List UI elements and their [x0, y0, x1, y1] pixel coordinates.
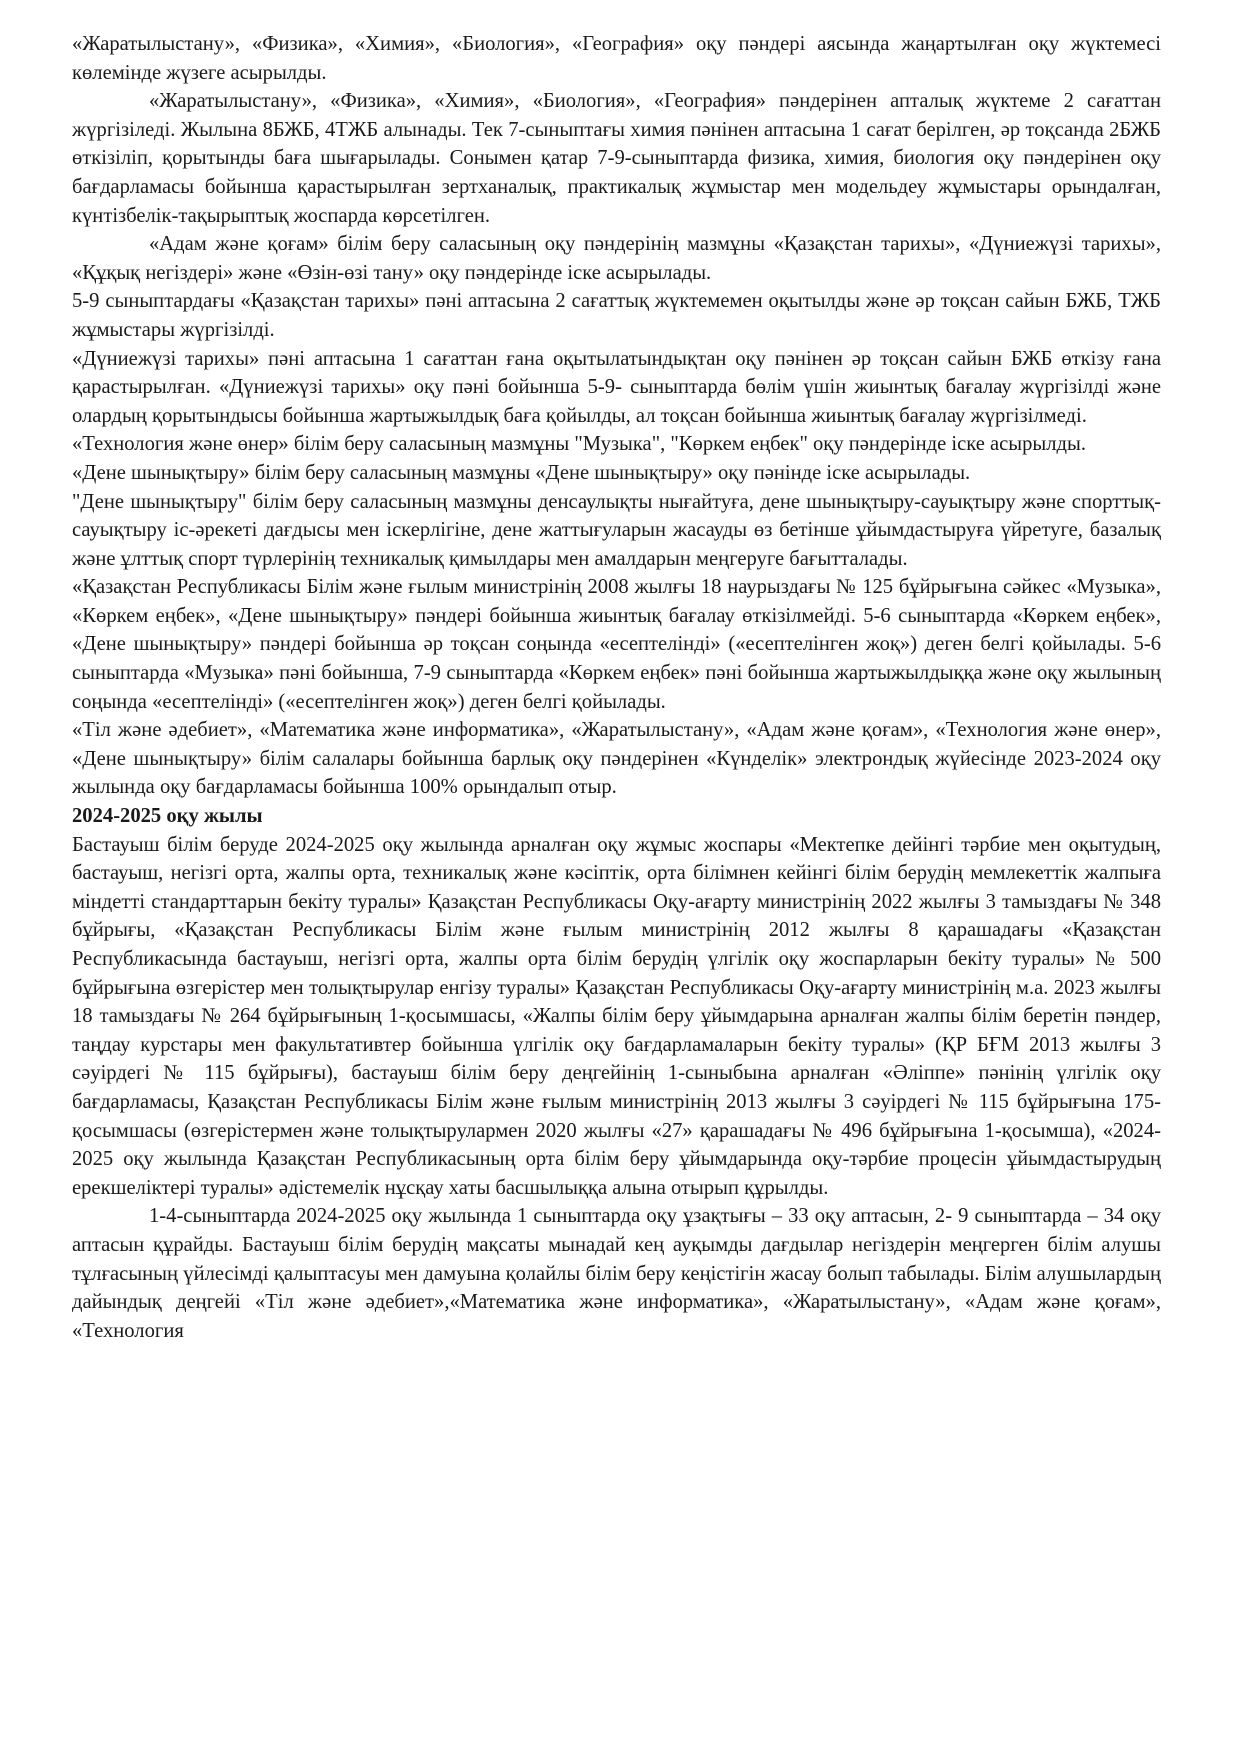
- paragraph-kundelik-completion: «Тіл және әдебиет», «Математика және информатика», «Жаратылыстану», «Адам және қоғам», «Технология және өнер», «Дене шынықтыру» білім салалары бойынша барлық оқу пәндерінен «Күнделік» электрондық жүйесінде 2023-2024 оқу жылында оқу бағдарламасы бойынша 100% орындалып отыр.: [72, 719, 1161, 799]
- paragraph-physical-education: «Дене шынықтыру» білім беру саласының мазмұны «Дене шынықтыру» оқу пәнінде іске асырылады.: [72, 461, 971, 484]
- paragraph-technology-art: «Технология және өнер» білім беру саласының мазмұны "Музыка", "Көркем еңбек" оқу пәндерінде іске асырылды.: [72, 433, 1086, 456]
- paragraph-physical-education-content: "Дене шынықтыру" білім беру саласының мазмұны денсаулықты нығайтуға, дене шынықтыру-сауықтыру және спорттық-сауықтыру іс-әрекеті дағдысы мен іскерлігіне, дене жаттығуларын жасауды өз бетінше ұйымдастыруға үйретуге, базалық және ұлттық спорт түрлерінің техникалық қимылдары мен амалдарын меңгеруге бағытталады.: [72, 490, 1161, 570]
- paragraph-subjects-update: «Жаратылыстану», «Физика», «Химия», «Биология», «География» оқу пәндері аясында жаңартылған оқу жүктемесі көлемінде жүзеге асырылды.: [72, 33, 1161, 84]
- paragraph-natural-science-load: «Жаратылыстану», «Физика», «Химия», «Биология», «География» пәндерінен апталық жүктеме 2 сағаттан жүргізіледі. Жылына 8БЖБ, 4ТЖБ алынады. Тек 7-сыныптағы химия пәнінен аптасына 1 сағат берілген, әр тоқсанда 2БЖБ өткізіліп, қорытынды баға шығарылады. Сонымен қатар 7-9-сыныптарда физика, химия, биология оқу пәндерінен оқу бағдарламасы бойынша қарастырылған зертханалық, практикалық жұмыстар мен модельдеу жұмыстары орындалған, күнтізбелік-тақырыптық жоспарда көрсетілген.: [72, 90, 1161, 227]
- paragraph-ministry-order: «Қазақстан Республикасы Білім және ғылым министрінің 2008 жылғы 18 наурыздағы № 125 бұйрығына сәйкес «Музыка», «Көркем еңбек», «Дене шынықтыру» пәндері бойынша жиынтық бағалау өткізілмейді. 5-6 сыныптарда «Көркем еңбек», «Дене шынықтыру» пәндері бойынша әр тоқсан соңында «есептелінді» («есептелінген жоқ») деген белгі қойылады. 5-6 сыныптарда «Музыка» пәні бойынша, 7-9 сыныптарда «Көркем еңбек» пәні бойынша жартыжылдыққа және оқу жылының соңында «есептелінді» («есептелінген жоқ») деген белгі қойылады.: [72, 576, 1161, 713]
- paragraph-world-history: «Дүниежүзі тарихы» пәні аптасына 1 сағаттан ғана оқытылатындықтан оқу пәнінен әр тоқсан сайын БЖБ өткізу ғана қарастырылған. «Дүниежүзі тарихы» оқу пәні бойынша 5-9- сыныптарда бөлім үшін жиынтық бағалау жүргізілді және олардың қорытындысы бойынша жартыжылдық баға қойылды, ал тоқсан бойынша жиынтық бағалау жүргізілмеді.: [72, 347, 1161, 427]
- paragraph-human-society: «Адам және қоғам» білім беру саласының оқу пәндерінің мазмұны «Қазақстан тарихы», «Дүниежүзі тарихы», «Құқық негіздері» және «Өзін-өзі тану» оқу пәндерінде іске асырылады.: [72, 233, 1161, 284]
- paragraph-kazakhstan-history: 5-9 сыныптардағы «Қазақстан тарихы» пәні аптасына 2 сағаттық жүктемемен оқытылды және әр тоқсан сайын БЖБ, ТЖБ жұмыстары жүргізілді.: [72, 290, 1161, 341]
- section-heading: 2024-2025 оқу жылы: [72, 805, 263, 828]
- paragraph-primary-education-plan: Бастауыш білім беруде 2024-2025 оқу жылында арналған оқу жұмыс жоспары «Мектепке дейінгі тәрбие мен оқытудың, бастауыш, негізгі орта, жалпы орта, техникалық және кәсіптік, орта білімнен кейінгі білім берудің мемлекеттік жалпыға міндетті стандарттарын бекіту туралы» Қазақстан Республикасы Оқу-ағарту министрінің 2022 жылғы 3 тамыздағы № 348 бұйрығы, «Қазақстан Республикасы Білім және ғылым министрінің 2012 жылғы 8 қарашадағы «Қазақстан Республикасында бастауыш, негізгі орта, жалпы орта білім берудің үлгілік оқу жоспарларын бекіту туралы» № 500 бұйрығына өзгерістер мен толықтырулар енгізу туралы» Қазақстан Республикасы Оқу-ағарту министрінің м.а. 2023 жылғы 18 тамыздағы № 264 бұйрығының 1-қосымшасы, «Жалпы білім беру ұйымдарына арналған жалпы білім беретін пәндер, таңдау курстары мен факультативтер бойынша үлгілік оқу бағдарламаларын бекіту туралы» (ҚР БҒМ 2013 жылғы 3 сәуірдегі № 115 бұйрығы), бастауыш білім беру деңгейінің 1-сыныбына арналған «Әліппе» пәнінің үлгілік оқу бағдарламасы, Қазақстан Республикасы Білім және ғылым министрінің 2013 жылғы 3 сәуірдегі № 115 бұйрығына 175-қосымшасы (өзгерістермен және толықтырулармен 2020 жылғы «27» қарашадағы № 496 бұйрығына 1-қосымша), «2024-2025 оқу жылында Қазақстан Республикасының орта білім беру ұйымдарында оқу-тәрбие процесін ұйымдастырудың ерекшеліктері туралы» әдістемелік нұсқау хаты басшылыққа алына отырып құрылды.: [72, 833, 1161, 1199]
- document-page: [72, 30, 1161, 1345]
- paragraph-grades-1-4: 1-4-сыныптарда 2024-2025 оқу жылында 1 сыныптарда оқу ұзақтығы – 33 оқу аптасын, 2- 9 сыныптарда – 34 оқу аптасын құрайды. Бастауыш білім берудің мақсаты мынадай кең ауқымды дағдылар негіздерін меңгерген білім алушы тұлғасының үйлесімді қалыптасуы мен дамуына қолайлы білім беру кеңістігін жасау болып табылады. Білім алушылардың дайындық деңгейі «Тіл және әдебиет»,«Математика және информатика», «Жаратылыстану», «Адам және қоғам», «Технология: [72, 1205, 1161, 1342]
